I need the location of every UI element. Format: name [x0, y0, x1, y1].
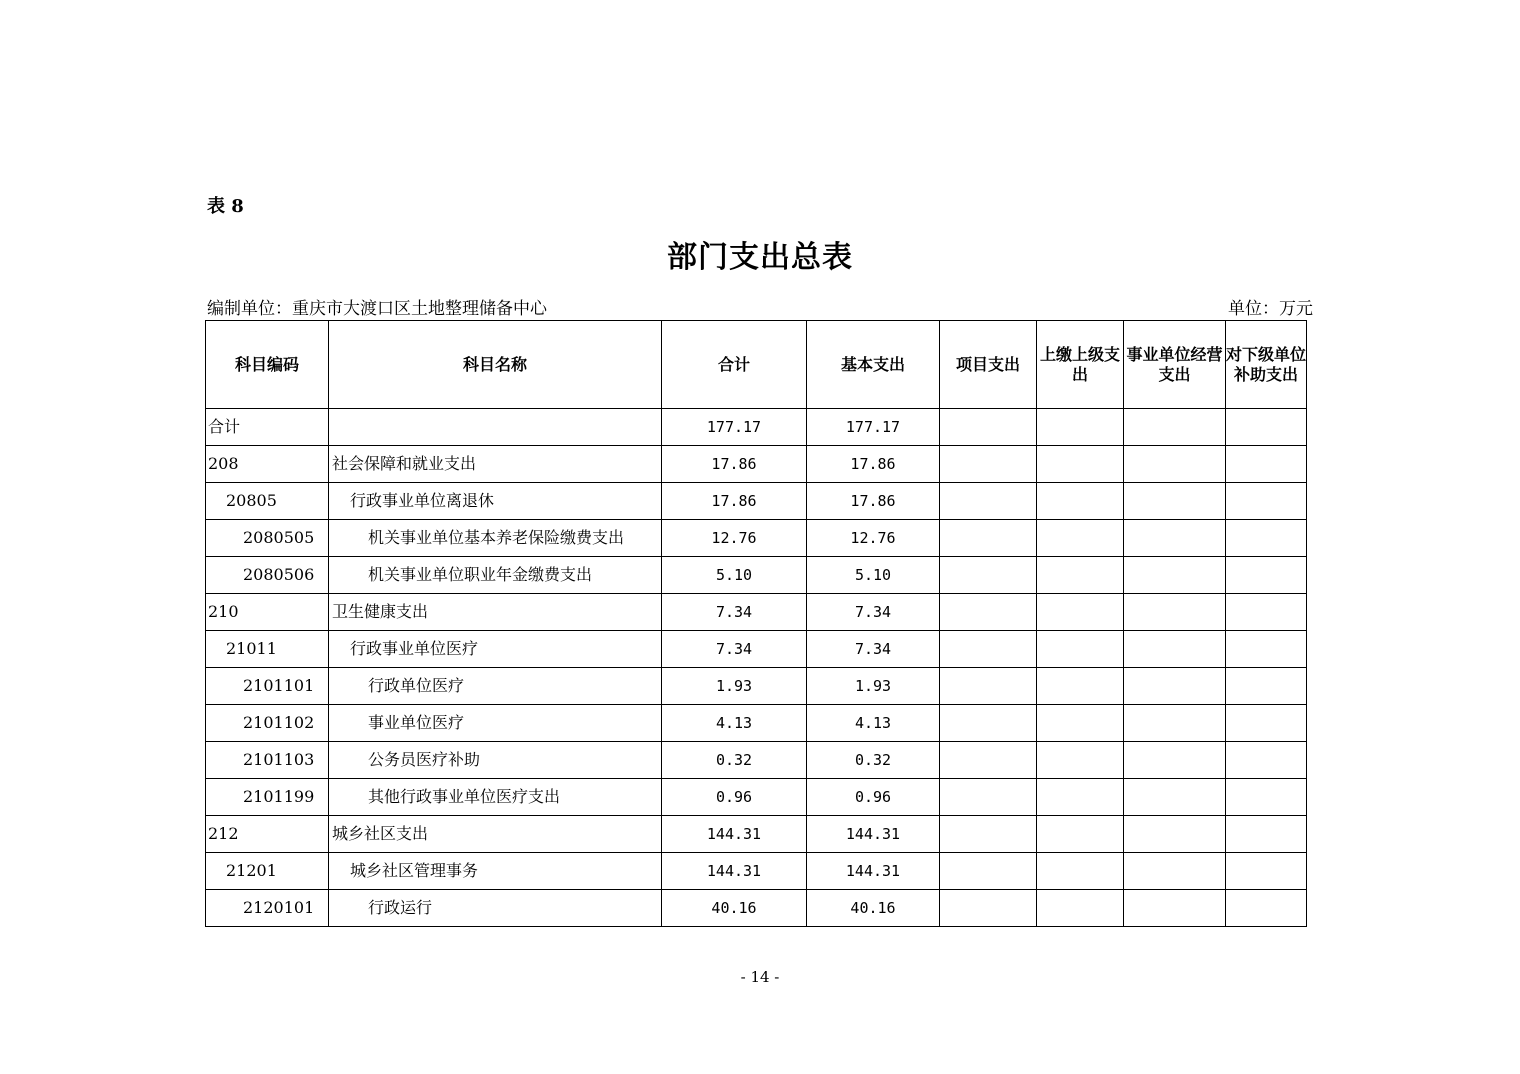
cell-upper — [1037, 631, 1124, 668]
cell-total: 5.10 — [662, 557, 807, 594]
cell-business — [1124, 409, 1226, 446]
cell-total: 0.96 — [662, 779, 807, 816]
cell-subsidy — [1226, 742, 1307, 779]
cell-name: 城乡社区管理事务 — [329, 853, 662, 890]
cell-subsidy — [1226, 446, 1307, 483]
cell-code: 21201 — [206, 853, 329, 890]
cell-project — [940, 705, 1037, 742]
cell-total: 1.93 — [662, 668, 807, 705]
cell-basic: 144.31 — [807, 853, 940, 890]
cell-upper — [1037, 668, 1124, 705]
cell-code: 2080505 — [206, 520, 329, 557]
header-basic: 基本支出 — [807, 321, 940, 409]
page-number: - 14 - — [740, 968, 780, 986]
cell-project — [940, 631, 1037, 668]
cell-project — [940, 557, 1037, 594]
cell-subsidy — [1226, 409, 1307, 446]
cell-code: 21011 — [206, 631, 329, 668]
cell-code: 2080506 — [206, 557, 329, 594]
cell-project — [940, 890, 1037, 927]
table-row — [206, 631, 1307, 668]
cell-upper — [1037, 890, 1124, 927]
cell-code: 20805 — [206, 483, 329, 520]
cell-code: 2120101 — [206, 890, 329, 927]
cell-total: 40.16 — [662, 890, 807, 927]
cell-business — [1124, 520, 1226, 557]
cell-subsidy — [1226, 853, 1307, 890]
cell-subsidy — [1226, 668, 1307, 705]
cell-basic: 4.13 — [807, 705, 940, 742]
cell-project — [940, 594, 1037, 631]
cell-code: 208 — [206, 446, 329, 483]
cell-total: 7.34 — [662, 631, 807, 668]
cell-total: 4.13 — [662, 705, 807, 742]
cell-total: 0.32 — [662, 742, 807, 779]
table-number: 表 8 — [207, 196, 244, 217]
cell-basic: 7.34 — [807, 594, 940, 631]
compiling-unit-label: 编制单位：重庆市大渡口区土地整理储备中心 — [207, 299, 547, 319]
cell-name: 行政事业单位离退休 — [329, 483, 662, 520]
cell-total: 144.31 — [662, 853, 807, 890]
cell-basic: 17.86 — [807, 446, 940, 483]
cell-upper — [1037, 705, 1124, 742]
table-row — [206, 520, 1307, 557]
cell-name: 社会保障和就业支出 — [329, 446, 662, 483]
cell-business — [1124, 890, 1226, 927]
cell-name: 城乡社区支出 — [329, 816, 662, 853]
cell-name: 其他行政事业单位医疗支出 — [329, 779, 662, 816]
cell-total: 7.34 — [662, 594, 807, 631]
cell-name: 卫生健康支出 — [329, 594, 662, 631]
cell-project — [940, 853, 1037, 890]
cell-upper — [1037, 409, 1124, 446]
page-title: 部门支出总表 — [667, 240, 853, 275]
cell-project — [940, 742, 1037, 779]
cell-project — [940, 446, 1037, 483]
cell-total: 17.86 — [662, 483, 807, 520]
table-header-row — [206, 321, 1307, 409]
table-row — [206, 594, 1307, 631]
cell-upper — [1037, 742, 1124, 779]
cell-business — [1124, 668, 1226, 705]
cell-basic: 144.31 — [807, 816, 940, 853]
cell-name: 行政运行 — [329, 890, 662, 927]
table-row — [206, 446, 1307, 483]
table-row — [206, 483, 1307, 520]
cell-upper — [1037, 816, 1124, 853]
cell-code: 212 — [206, 816, 329, 853]
cell-business — [1124, 557, 1226, 594]
header-project: 项目支出 — [940, 321, 1037, 409]
cell-upper — [1037, 557, 1124, 594]
cell-code: 2101103 — [206, 742, 329, 779]
cell-basic: 0.32 — [807, 742, 940, 779]
header-code: 科目编码 — [206, 321, 329, 409]
cell-upper — [1037, 594, 1124, 631]
expenditure-table — [205, 320, 1307, 927]
cell-code: 2101102 — [206, 705, 329, 742]
cell-subsidy — [1226, 557, 1307, 594]
cell-project — [940, 668, 1037, 705]
cell-code: 210 — [206, 594, 329, 631]
currency-unit-label: 单位：万元 — [1228, 299, 1313, 319]
cell-name: 公务员医疗补助 — [329, 742, 662, 779]
cell-upper — [1037, 853, 1124, 890]
table-row — [206, 816, 1307, 853]
cell-name: 行政事业单位医疗 — [329, 631, 662, 668]
cell-project — [940, 409, 1037, 446]
cell-total: 12.76 — [662, 520, 807, 557]
cell-basic: 12.76 — [807, 520, 940, 557]
cell-project — [940, 520, 1037, 557]
cell-business — [1124, 853, 1226, 890]
header-total: 合计 — [662, 321, 807, 409]
table-row — [206, 890, 1307, 927]
cell-basic: 177.17 — [807, 409, 940, 446]
cell-subsidy — [1226, 816, 1307, 853]
cell-basic: 0.96 — [807, 779, 940, 816]
cell-name: 机关事业单位基本养老保险缴费支出 — [329, 520, 662, 557]
expenditure-table-wrapper — [205, 320, 1307, 927]
cell-business — [1124, 816, 1226, 853]
cell-name: 机关事业单位职业年金缴费支出 — [329, 557, 662, 594]
cell-basic: 5.10 — [807, 557, 940, 594]
cell-upper — [1037, 483, 1124, 520]
cell-basic: 7.34 — [807, 631, 940, 668]
cell-subsidy — [1226, 520, 1307, 557]
cell-upper — [1037, 520, 1124, 557]
cell-business — [1124, 742, 1226, 779]
cell-business — [1124, 705, 1226, 742]
header-name: 科目名称 — [329, 321, 662, 409]
table-row — [206, 742, 1307, 779]
table-row — [206, 779, 1307, 816]
cell-business — [1124, 483, 1226, 520]
cell-subsidy — [1226, 594, 1307, 631]
cell-upper — [1037, 446, 1124, 483]
table-row — [206, 853, 1307, 890]
cell-code: 2101199 — [206, 779, 329, 816]
table-body — [206, 409, 1307, 927]
cell-name: 行政单位医疗 — [329, 668, 662, 705]
table-row — [206, 557, 1307, 594]
cell-code: 2101101 — [206, 668, 329, 705]
cell-total: 17.86 — [662, 446, 807, 483]
cell-subsidy — [1226, 631, 1307, 668]
cell-total: 177.17 — [662, 409, 807, 446]
cell-basic: 1.93 — [807, 668, 940, 705]
cell-code: 合计 — [206, 409, 329, 446]
cell-business — [1124, 594, 1226, 631]
cell-subsidy — [1226, 890, 1307, 927]
cell-business — [1124, 631, 1226, 668]
cell-project — [940, 483, 1037, 520]
cell-subsidy — [1226, 779, 1307, 816]
cell-total: 144.31 — [662, 816, 807, 853]
table-row — [206, 705, 1307, 742]
cell-business — [1124, 446, 1226, 483]
table-row — [206, 668, 1307, 705]
cell-basic: 40.16 — [807, 890, 940, 927]
cell-name: 事业单位医疗 — [329, 705, 662, 742]
header-business: 事业单位经营支出 — [1124, 321, 1226, 409]
cell-project — [940, 779, 1037, 816]
table-row — [206, 409, 1307, 446]
cell-upper — [1037, 779, 1124, 816]
cell-basic: 17.86 — [807, 483, 940, 520]
cell-name — [329, 409, 662, 446]
cell-business — [1124, 779, 1226, 816]
cell-subsidy — [1226, 483, 1307, 520]
cell-subsidy — [1226, 705, 1307, 742]
header-subsidy: 对下级单位补助支出 — [1226, 321, 1307, 409]
header-upper: 上缴上级支出 — [1037, 321, 1124, 409]
cell-project — [940, 816, 1037, 853]
